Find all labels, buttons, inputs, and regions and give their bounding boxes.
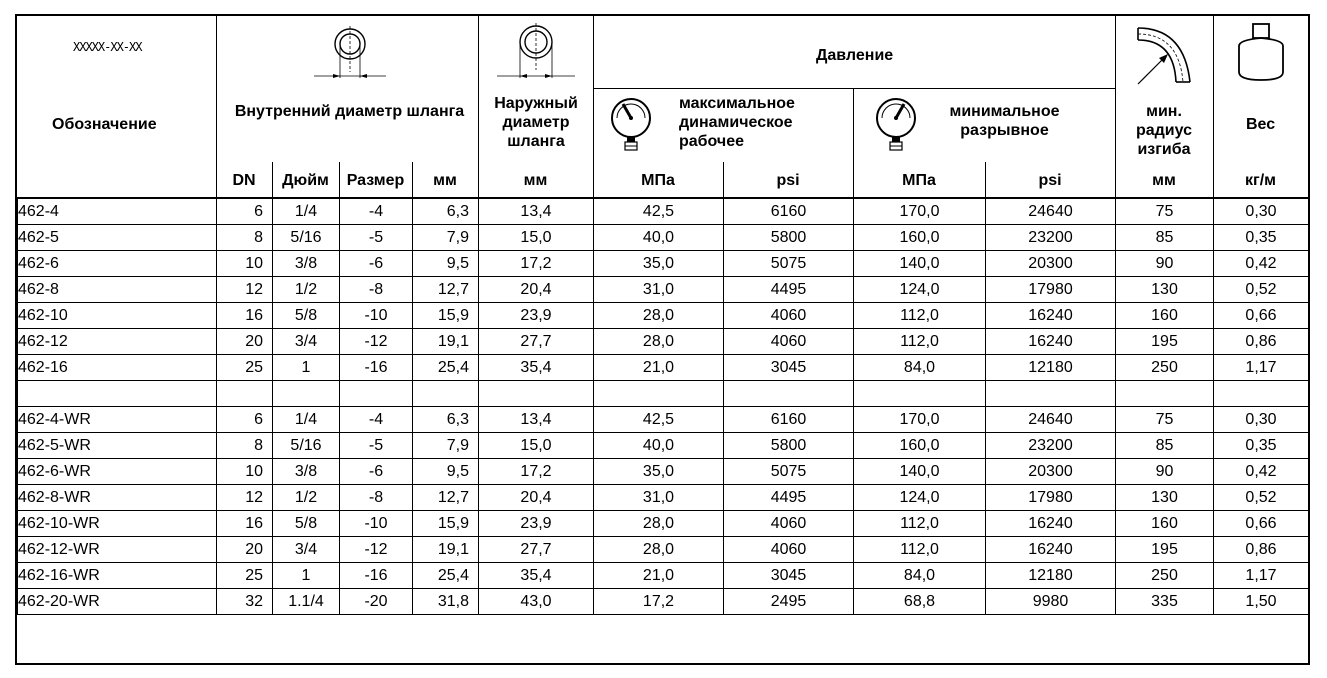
inch-cell: 5/8 — [273, 511, 340, 537]
weight-cell: 0,35 — [1214, 225, 1309, 251]
weight-cell: 0,30 — [1214, 407, 1309, 433]
code-cell: 462-5-WR — [18, 433, 217, 459]
min-psi-cell: 9980 — [986, 589, 1116, 615]
min-psi-cell: 12180 — [986, 563, 1116, 589]
code-cell: 462-10-WR — [18, 511, 217, 537]
code-cell: 462-20-WR — [18, 589, 217, 615]
max-psi-cell: 5800 — [724, 433, 854, 459]
designation-header: Обозначение — [52, 116, 157, 133]
min-pressure-header: минимальное разрывное — [949, 103, 1060, 139]
inch-cell: 1/4 — [273, 199, 340, 225]
mm-cell: 7,9 — [413, 225, 479, 251]
max-psi-cell: 6160 — [724, 407, 854, 433]
max-mpa-cell: 21,0 — [594, 563, 724, 589]
max-pressure-header: максимальное динамическое рабочее — [679, 95, 795, 150]
min-mpa-cell: 84,0 — [854, 355, 986, 381]
code-cell: 462-12-WR — [18, 537, 217, 563]
dn-cell: 8 — [217, 433, 273, 459]
radius-cell: 250 — [1116, 355, 1214, 381]
od-mm-subheader: мм — [523, 172, 548, 189]
dn-cell: 16 — [217, 511, 273, 537]
min-mpa-cell: 68,8 — [854, 589, 986, 615]
max-psi-cell: 4495 — [724, 277, 854, 303]
inch-cell: 3/8 — [273, 251, 340, 277]
min-psi-cell: 16240 — [986, 511, 1116, 537]
mm-cell: 12,7 — [413, 277, 479, 303]
size-cell: -5 — [340, 433, 413, 459]
code-cell: 462-12 — [18, 329, 217, 355]
size-cell: -20 — [340, 589, 413, 615]
dn-cell: 20 — [217, 329, 273, 355]
min-psi-cell: 12180 — [986, 355, 1116, 381]
max-mpa-cell: 28,0 — [594, 303, 724, 329]
max-mpa-cell: 28,0 — [594, 511, 724, 537]
mm-cell: 15,9 — [413, 303, 479, 329]
dn-subheader: DN — [232, 172, 256, 189]
size-cell: -8 — [340, 485, 413, 511]
max-psi-cell: 6160 — [724, 199, 854, 225]
dn-cell: 12 — [217, 277, 273, 303]
inch-cell: 1/4 — [273, 407, 340, 433]
inch-cell: 1.1/4 — [273, 589, 340, 615]
dn-cell: 12 — [217, 485, 273, 511]
mm-cell: 7,9 — [413, 433, 479, 459]
dn-cell: 10 — [217, 251, 273, 277]
od-cell: 13,4 — [479, 199, 594, 225]
radius-cell: 75 — [1116, 407, 1214, 433]
mm-cell: 25,4 — [413, 563, 479, 589]
size-cell: -4 — [340, 407, 413, 433]
max-mpa-cell: 42,5 — [594, 199, 724, 225]
radius-cell: 90 — [1116, 459, 1214, 485]
min-mpa-cell: 112,0 — [854, 303, 986, 329]
radius-cell: 90 — [1116, 251, 1214, 277]
min-psi-cell: 16240 — [986, 303, 1116, 329]
max-psi-cell: 5075 — [724, 251, 854, 277]
code-cell: 462-4-WR — [18, 407, 217, 433]
table-frame — [15, 14, 1310, 665]
max-psi-cell: 4060 — [724, 303, 854, 329]
mm-cell: 15,9 — [413, 511, 479, 537]
mm-cell: 6,3 — [413, 407, 479, 433]
max-mpa-cell: 21,0 — [594, 355, 724, 381]
outer-diameter-header: Наружный диаметр шланга — [494, 95, 578, 150]
weight-cell: 0,35 — [1214, 433, 1309, 459]
max-mpa-cell: 35,0 — [594, 251, 724, 277]
code-cell: 462-5 — [18, 225, 217, 251]
size-cell: -5 — [340, 225, 413, 251]
mm-cell: 19,1 — [413, 329, 479, 355]
dn-cell: 10 — [217, 459, 273, 485]
max-psi-cell: 3045 — [724, 355, 854, 381]
size-cell: -12 — [340, 537, 413, 563]
inch-cell: 3/4 — [273, 329, 340, 355]
inch-cell: 3/4 — [273, 537, 340, 563]
od-cell: 27,7 — [479, 329, 594, 355]
mpa-subheader: МПа — [902, 172, 936, 189]
bend-radius-header: мин. радиус изгиба — [1135, 103, 1193, 158]
max-mpa-cell: 40,0 — [594, 433, 724, 459]
code-pattern-label: XXXXX-XX-XX — [73, 40, 142, 54]
od-cell: 23,9 — [479, 303, 594, 329]
dn-cell: 6 — [217, 407, 273, 433]
inch-cell: 1 — [273, 563, 340, 589]
max-psi-cell: 4060 — [724, 537, 854, 563]
inch-subheader: Дюйм — [282, 172, 329, 189]
dn-cell: 8 — [217, 225, 273, 251]
weight-header: Вес — [1246, 116, 1276, 133]
radius-cell: 335 — [1116, 589, 1214, 615]
inch-cell: 1/2 — [273, 485, 340, 511]
weight-cell: 0,86 — [1214, 537, 1309, 563]
max-psi-cell: 5800 — [724, 225, 854, 251]
weight-cell: 0,52 — [1214, 485, 1309, 511]
min-mpa-cell: 112,0 — [854, 329, 986, 355]
max-psi-cell: 3045 — [724, 563, 854, 589]
od-cell: 17,2 — [479, 459, 594, 485]
od-cell: 20,4 — [479, 277, 594, 303]
od-cell: 27,7 — [479, 537, 594, 563]
min-mpa-cell: 124,0 — [854, 277, 986, 303]
mm-subheader: мм — [433, 172, 457, 189]
weight-cell: 1,17 — [1214, 355, 1309, 381]
weight-cell: 0,86 — [1214, 329, 1309, 355]
od-cell: 43,0 — [479, 589, 594, 615]
inch-cell: 1/2 — [273, 277, 340, 303]
psi-subheader: psi — [776, 172, 800, 189]
inch-cell: 5/16 — [273, 433, 340, 459]
size-cell: -12 — [340, 329, 413, 355]
min-psi-cell: 23200 — [986, 433, 1116, 459]
weight-cell: 0,30 — [1214, 199, 1309, 225]
max-mpa-cell: 31,0 — [594, 277, 724, 303]
max-psi-cell: 4060 — [724, 329, 854, 355]
size-cell: -6 — [340, 459, 413, 485]
min-psi-cell: 23200 — [986, 225, 1116, 251]
weight-cell: 0,66 — [1214, 303, 1309, 329]
radius-cell: 195 — [1116, 537, 1214, 563]
inner-diameter-header: Внутренний диаметр шланга — [234, 103, 465, 120]
radius-cell: 195 — [1116, 329, 1214, 355]
mm-cell: 9,5 — [413, 459, 479, 485]
radius-cell: 160 — [1116, 303, 1214, 329]
mm-cell: 9,5 — [413, 251, 479, 277]
code-cell: 462-6-WR — [18, 459, 217, 485]
min-psi-cell: 16240 — [986, 329, 1116, 355]
weight-cell: 1,50 — [1214, 589, 1309, 615]
min-mpa-cell: 170,0 — [854, 199, 986, 225]
code-cell: 462-8-WR — [18, 485, 217, 511]
code-cell: 462-8 — [18, 277, 217, 303]
inch-cell: 1 — [273, 355, 340, 381]
dn-cell: 25 — [217, 355, 273, 381]
max-psi-cell: 5075 — [724, 459, 854, 485]
size-cell: -10 — [340, 303, 413, 329]
min-mpa-cell: 170,0 — [854, 407, 986, 433]
dn-cell: 20 — [217, 537, 273, 563]
min-psi-cell: 24640 — [986, 407, 1116, 433]
dn-cell: 32 — [217, 589, 273, 615]
od-cell: 15,0 — [479, 225, 594, 251]
size-cell: -6 — [340, 251, 413, 277]
code-cell: 462-4 — [18, 199, 217, 225]
radius-cell: 130 — [1116, 485, 1214, 511]
max-psi-cell: 4495 — [724, 485, 854, 511]
dn-cell: 6 — [217, 199, 273, 225]
weight-cell: 0,42 — [1214, 251, 1309, 277]
psi-subheader: psi — [1038, 172, 1062, 189]
min-psi-cell: 20300 — [986, 459, 1116, 485]
inch-cell: 3/8 — [273, 459, 340, 485]
radius-cell: 160 — [1116, 511, 1214, 537]
max-psi-cell: 2495 — [724, 589, 854, 615]
od-cell: 15,0 — [479, 433, 594, 459]
code-cell: 462-16-WR — [18, 563, 217, 589]
weight-cell: 0,52 — [1214, 277, 1309, 303]
radius-cell: 85 — [1116, 225, 1214, 251]
radius-cell: 130 — [1116, 277, 1214, 303]
min-mpa-cell: 124,0 — [854, 485, 986, 511]
min-mpa-cell: 160,0 — [854, 433, 986, 459]
size-cell: -16 — [340, 355, 413, 381]
min-psi-cell: 17980 — [986, 277, 1116, 303]
size-cell: -10 — [340, 511, 413, 537]
mm-cell: 25,4 — [413, 355, 479, 381]
dn-cell: 16 — [217, 303, 273, 329]
min-mpa-cell: 140,0 — [854, 251, 986, 277]
max-mpa-cell: 42,5 — [594, 407, 724, 433]
min-mpa-cell: 140,0 — [854, 459, 986, 485]
mpa-subheader: МПа — [641, 172, 675, 189]
weight-cell: 1,17 — [1214, 563, 1309, 589]
max-mpa-cell: 40,0 — [594, 225, 724, 251]
mm-cell: 12,7 — [413, 485, 479, 511]
size-cell: -8 — [340, 277, 413, 303]
pressure-header: Давление — [816, 47, 894, 64]
min-mpa-cell: 160,0 — [854, 225, 986, 251]
min-mpa-cell: 112,0 — [854, 537, 986, 563]
od-cell: 35,4 — [479, 355, 594, 381]
max-mpa-cell: 28,0 — [594, 537, 724, 563]
min-psi-cell: 24640 — [986, 199, 1116, 225]
radius-cell: 75 — [1116, 199, 1214, 225]
min-psi-cell: 20300 — [986, 251, 1116, 277]
size-cell: -4 — [340, 199, 413, 225]
min-psi-cell: 16240 — [986, 537, 1116, 563]
inch-cell: 5/16 — [273, 225, 340, 251]
radius-cell: 85 — [1116, 433, 1214, 459]
code-cell: 462-16 — [18, 355, 217, 381]
mm-cell: 6,3 — [413, 199, 479, 225]
size-subheader: Размер — [346, 172, 405, 189]
weight-cell: 0,42 — [1214, 459, 1309, 485]
weight-unit-subheader: кг/м — [1245, 172, 1276, 189]
inch-cell: 5/8 — [273, 303, 340, 329]
code-cell: 462-6 — [18, 251, 217, 277]
max-mpa-cell: 35,0 — [594, 459, 724, 485]
od-cell: 35,4 — [479, 563, 594, 589]
mm-cell: 19,1 — [413, 537, 479, 563]
max-mpa-cell: 31,0 — [594, 485, 724, 511]
radius-mm-subheader: мм — [1152, 172, 1176, 189]
weight-cell: 0,66 — [1214, 511, 1309, 537]
code-cell: 462-10 — [18, 303, 217, 329]
od-cell: 20,4 — [479, 485, 594, 511]
size-cell: -16 — [340, 563, 413, 589]
dn-cell: 25 — [217, 563, 273, 589]
od-cell: 23,9 — [479, 511, 594, 537]
max-psi-cell: 4060 — [724, 511, 854, 537]
min-psi-cell: 17980 — [986, 485, 1116, 511]
od-cell: 13,4 — [479, 407, 594, 433]
od-cell: 17,2 — [479, 251, 594, 277]
min-mpa-cell: 112,0 — [854, 511, 986, 537]
max-mpa-cell: 17,2 — [594, 589, 724, 615]
radius-cell: 250 — [1116, 563, 1214, 589]
max-mpa-cell: 28,0 — [594, 329, 724, 355]
mm-cell: 31,8 — [413, 589, 479, 615]
min-mpa-cell: 84,0 — [854, 563, 986, 589]
